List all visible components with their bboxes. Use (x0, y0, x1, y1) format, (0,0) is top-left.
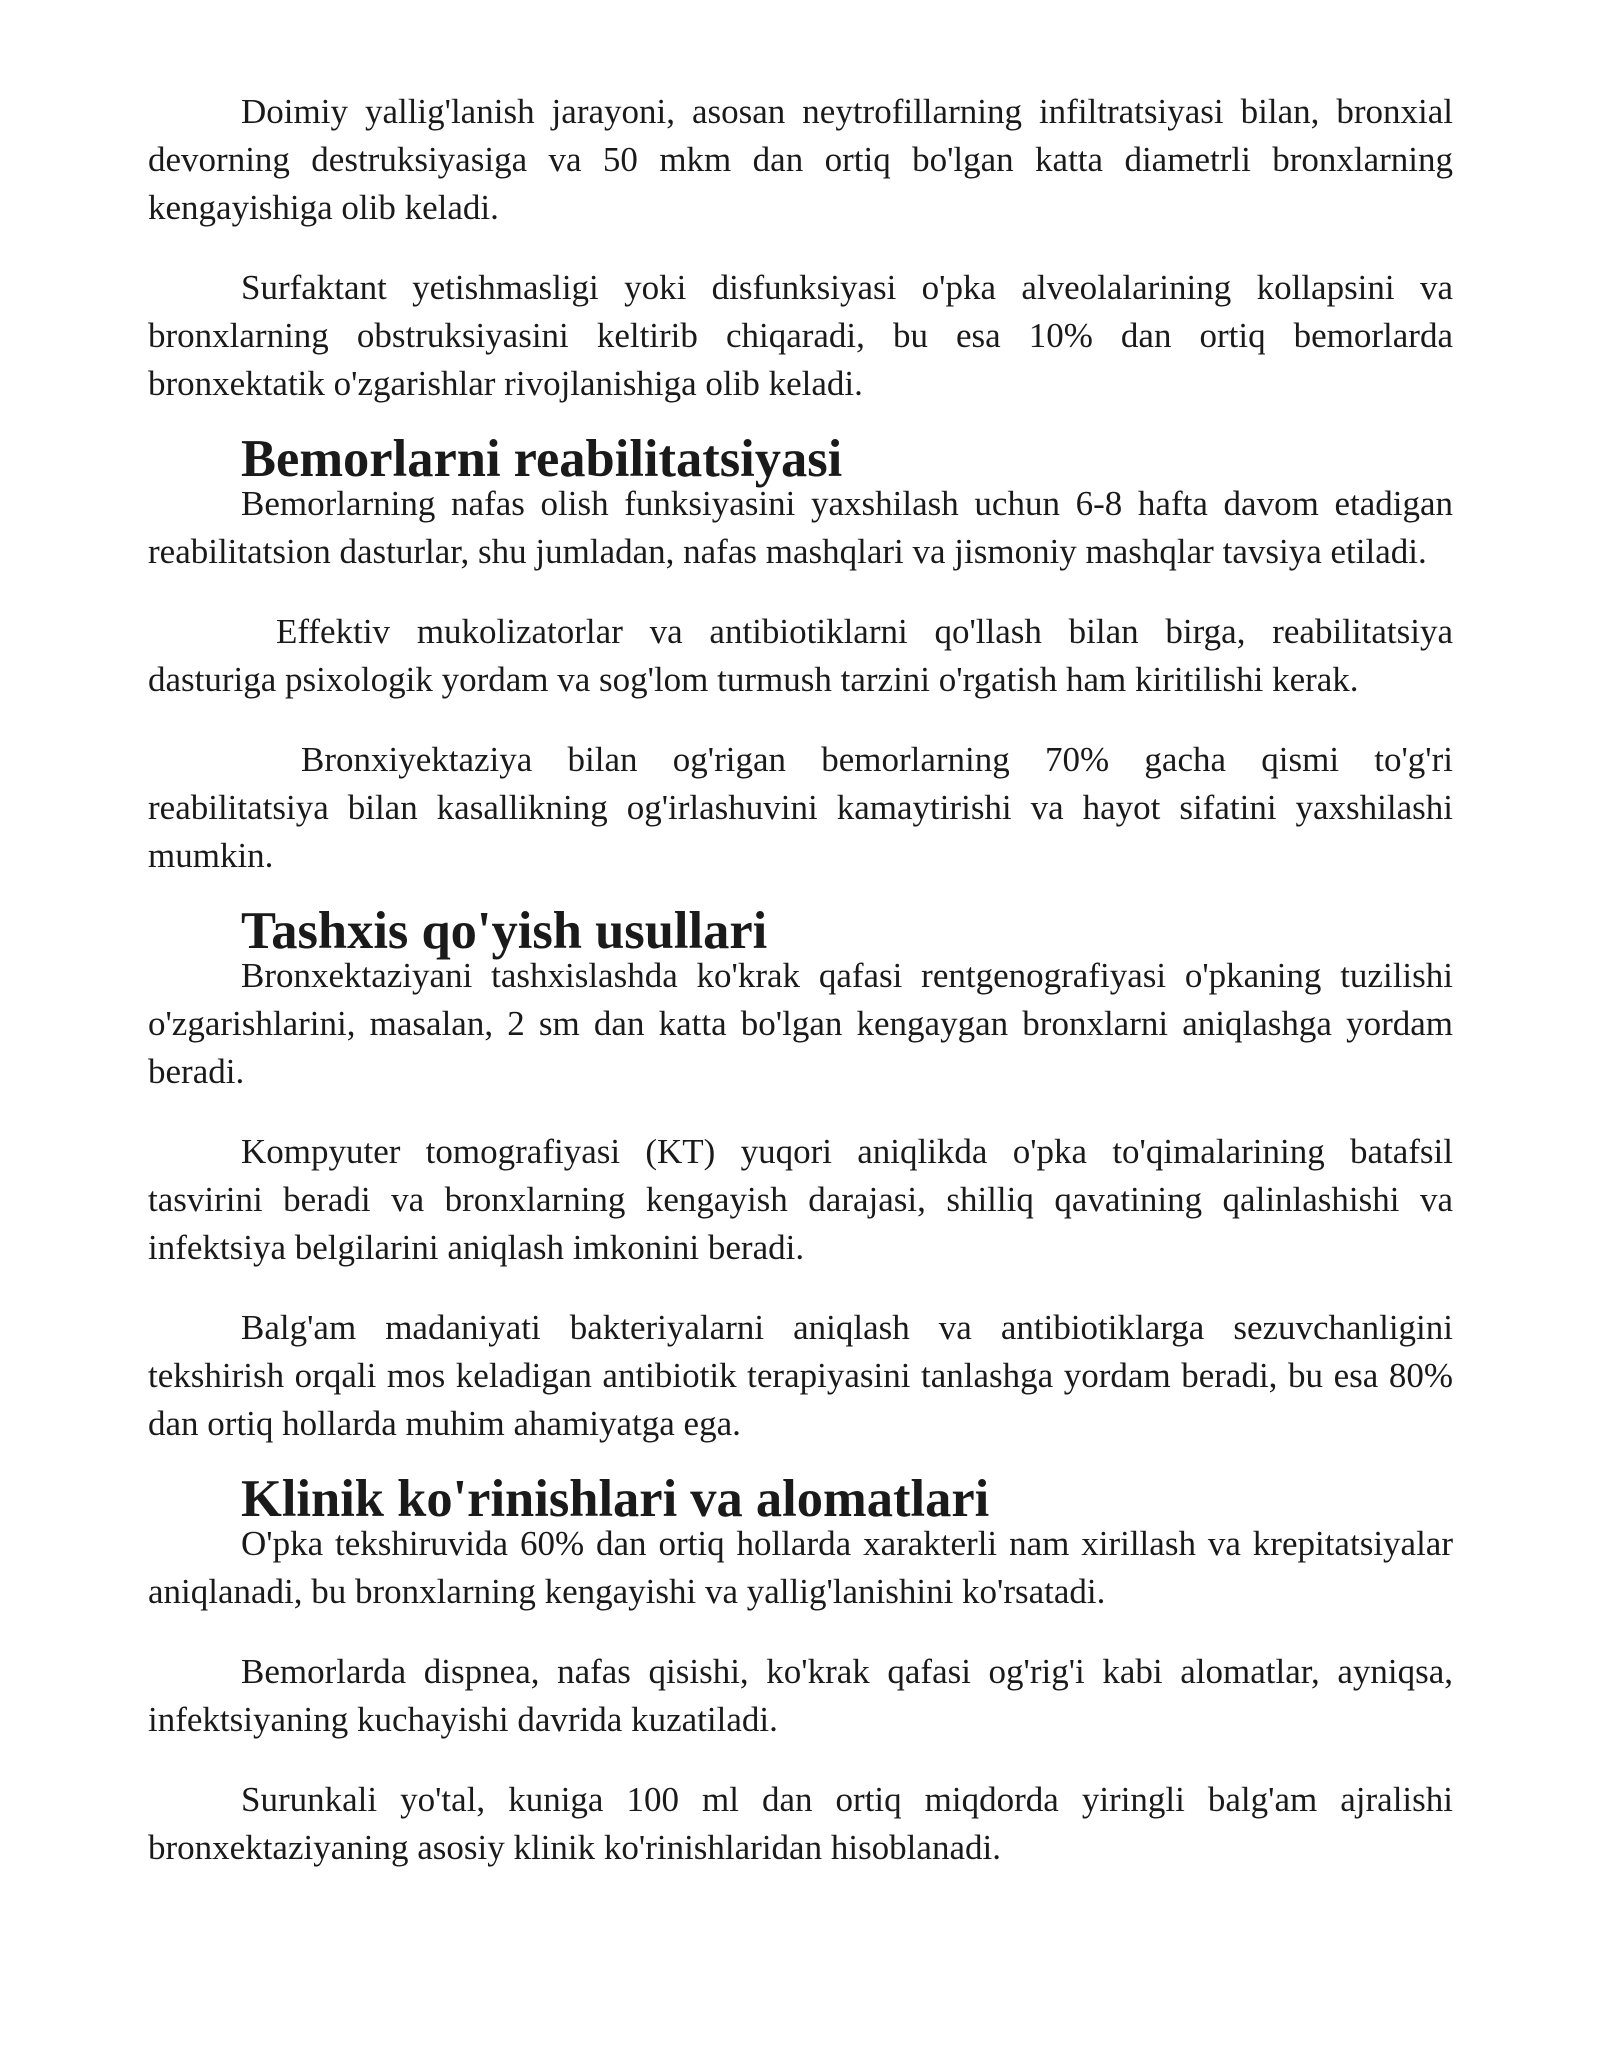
paragraph-surfactant: Surfaktant yetishmasligi yoki disfunksiyasi o'pka alveolalarining kollapsini va bronxlarning obstruksiyasini keltirib chiqaradi, bu esa 10% dan ortiq bemorlarda bronxektatik o'zgarishlar rivojlanishiga olib keladi. (148, 268, 1453, 403)
paragraph-xray: Bronxektaziyani tashxislashda ko'krak qafasi rentgenografiyasi o'pkaning tuzilishi o'zgarishlarini, masalan, 2 sm dan katta bo'lgan kengaygan bronxlarni aniqlashga yordam beradi. (148, 956, 1453, 1091)
heading-rehabilitation: Bemorlarni reabilitatsiyasi (241, 430, 843, 488)
paragraph-mucolytics: Effektiv mukolizatorlar va antibiotiklarni qo'llash bilan birga, reabilitatsiya dasturiga psixologik yordam va sog'lom turmush tarzini o'rgatish ham kiritilishi kerak. (148, 612, 1453, 699)
paragraph-rehab-programs: Bemorlarning nafas olish funksiyasini yaxshilash uchun 6-8 hafta davom etadigan reabilitatsion dasturlar, shu jumladan, nafas mashqlari va jismoniy mashqlar tavsiya etiladi. (148, 484, 1453, 571)
paragraph-chronic-cough: Surunkali yo'tal, kuniga 100 ml dan ortiq miqdorda yiringli balg'am ajralishi bronxektaziyaning asosiy klinik ko'rinishlaridan hisoblanadi. (148, 1780, 1453, 1867)
paragraph-lung-exam: O'pka tekshiruvida 60% dan ortiq hollarda xarakterli nam xirillash va krepitatsiyalar aniqlanadi, bu bronxlarning kengayishi va yallig'lanishini ko'rsatadi. (148, 1524, 1453, 1611)
heading-diagnosis: Tashxis qo'yish usullari (241, 902, 768, 960)
paragraph-rehab-outcome: Bronxiyektaziya bilan og'rigan bemorlarning 70% gacha qismi to'g'ri reabilitatsiya bilan kasallikning og'irlashuvini kamaytirishi va hayot sifatini yaxshilashi mumkin. (148, 740, 1453, 875)
paragraph-inflammation: Doimiy yallig'lanish jarayoni, asosan neytrofillarning infiltratsiyasi bilan, bronxial devorning destruksiyasiga va 50 mkm dan ortiq bo'lgan katta diametrli bronxlarning kengayishiga olib keladi. (148, 92, 1453, 227)
paragraph-sputum-culture: Balg'am madaniyati bakteriyalarni aniqlash va antibiotiklarga sezuvchanligini tekshirish orqali mos keladigan antibiotik terapiyasini tanlashga yordam beradi, bu esa 80% dan ortiq hollarda muhim ahamiyatga ega. (148, 1308, 1453, 1443)
paragraph-dyspnea: Bemorlarda dispnea, nafas qisishi, ko'krak qafasi og'rig'i kabi alomatlar, ayniqsa, infektsiyaning kuchayishi davrida kuzatiladi. (148, 1652, 1453, 1739)
heading-clinical-signs: Klinik ko'rinishlari va alomatlari (241, 1470, 990, 1528)
document-page (148, 88, 1453, 1872)
paragraph-ct: Kompyuter tomografiyasi (KT) yuqori aniqlikda o'pka to'qimalarining batafsil tasvirini beradi va bronxlarning kengayish darajasi, shilliq qavatining qalinlashishi va infektsiya belgilarini aniqlash imkonini beradi. (148, 1132, 1453, 1267)
